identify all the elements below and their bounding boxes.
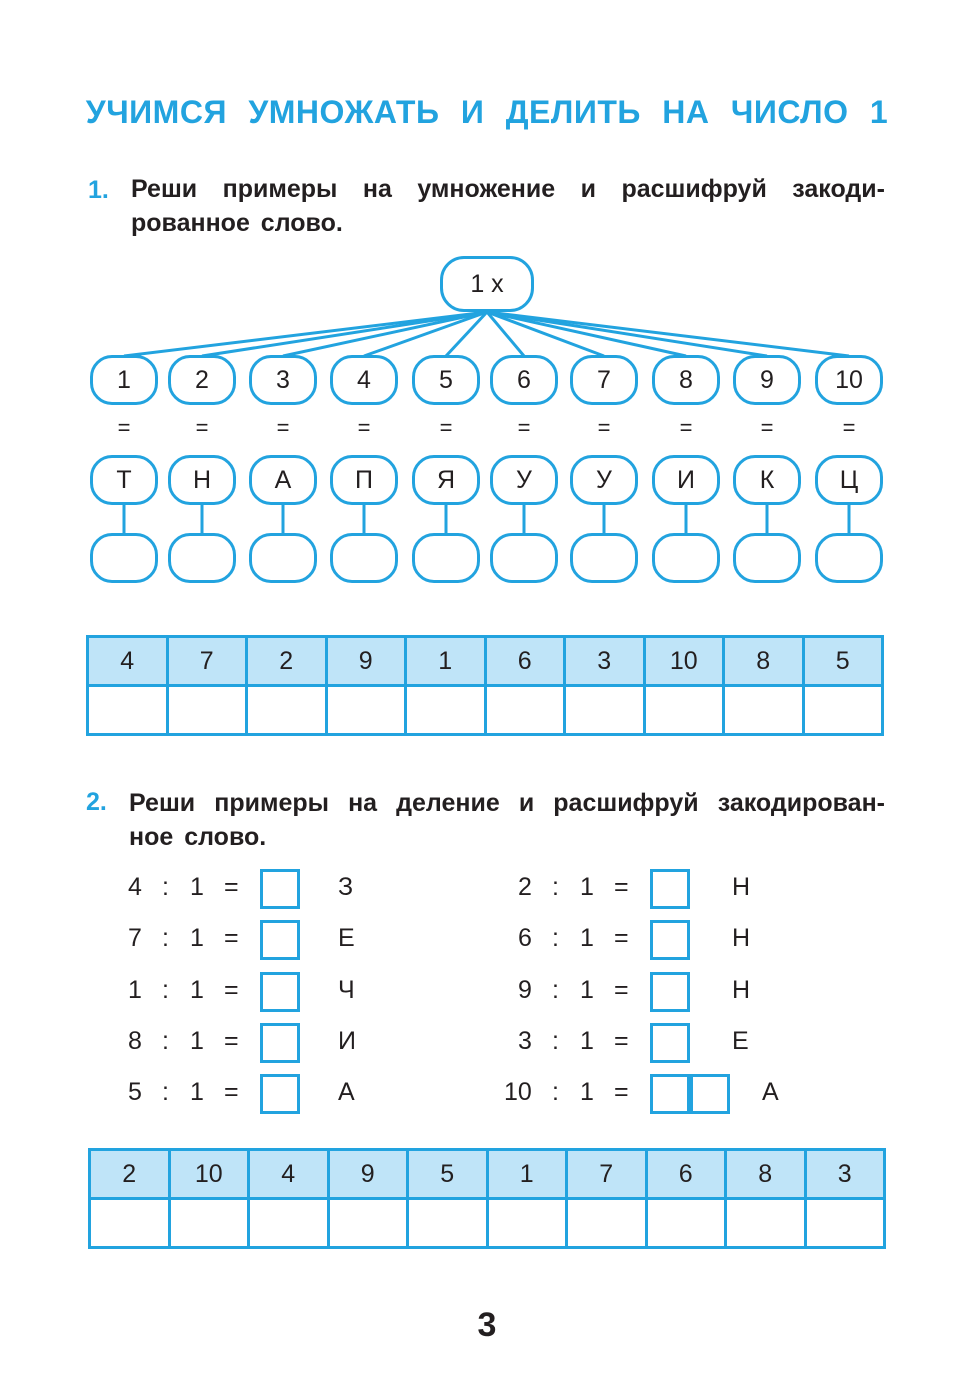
divisor: 1 [580,1078,594,1106]
decode-cell[interactable] [167,686,247,735]
answer-input-box[interactable] [260,869,300,909]
answer-input-box[interactable] [650,1074,690,1114]
answer-input-box[interactable] [260,920,300,960]
equals-sign: = [842,415,856,440]
multiplier-box: 1 х [440,256,534,312]
letter-box: Ц [815,455,883,505]
division-sign: : [162,976,169,1004]
dividend: 6 [518,924,532,952]
decode-cell[interactable] [803,686,883,735]
decode-cell[interactable] [249,1199,329,1248]
code-letter: Н [732,873,751,901]
equals-sign: = [224,1027,239,1055]
decode-cell[interactable] [406,686,486,735]
divisor: 1 [580,1027,594,1055]
dividend: 9 [518,976,532,1004]
equals-sign: = [224,924,239,952]
division-sign: : [552,924,559,952]
dividend: 10 [504,1078,532,1106]
factor-box: 10 [815,355,883,405]
code-cell: 2 [90,1150,170,1199]
divisor: 1 [190,924,204,952]
dividend: 5 [128,1078,142,1106]
dividend: 8 [128,1027,142,1055]
code-cell: 7 [567,1150,647,1199]
code-cell: 4 [249,1150,329,1199]
answer-input-box[interactable] [260,1023,300,1063]
division-sign: : [162,924,169,952]
equals-sign: = [117,415,131,440]
answer-input-box[interactable] [260,972,300,1012]
code-cell: 4 [88,637,168,686]
equals-sign: = [614,1027,629,1055]
decode-cell[interactable] [487,1199,567,1248]
dividend: 3 [518,1027,532,1055]
connector-line [124,312,487,356]
division-sign: : [552,873,559,901]
answer-box[interactable] [90,533,158,583]
decode-cell[interactable] [247,686,327,735]
code-cell: 1 [406,637,486,686]
dividend: 7 [128,924,142,952]
task1-text-line1: Реши примеры на умножение и расшифруй закоди- [131,175,885,203]
answer-box[interactable] [412,533,480,583]
code-cell: 10 [169,1150,249,1199]
answer-input-box[interactable] [260,1074,300,1114]
code-cell: 8 [726,1150,806,1199]
decode-cell[interactable] [326,686,406,735]
code-letter: А [762,1078,779,1106]
code-cell: 5 [803,637,883,686]
task2-number: 2. [86,788,107,816]
decode-cell[interactable] [805,1199,885,1248]
divisor: 1 [190,1078,204,1106]
code-cell: 7 [167,637,247,686]
decode-cell[interactable] [565,686,645,735]
factor-box: 3 [249,355,317,405]
equals-sign: = [614,976,629,1004]
decode-cell[interactable] [644,686,724,735]
code-letter: Ч [338,976,355,1004]
answer-box[interactable] [815,533,883,583]
divisor: 1 [190,1027,204,1055]
answer-box[interactable] [733,533,801,583]
factor-box: 7 [570,355,638,405]
code-cell: 8 [724,637,804,686]
code-cell: 3 [805,1150,885,1199]
equals-sign: = [597,415,611,440]
division-sign: : [552,1027,559,1055]
decode-cell[interactable] [646,1199,726,1248]
equals-sign: = [224,1078,239,1106]
dividend: 1 [128,976,142,1004]
division-sign: : [162,1027,169,1055]
factor-box: 1 [90,355,158,405]
decode-cell[interactable] [567,1199,647,1248]
factor-box: 8 [652,355,720,405]
answer-input-box[interactable] [650,1023,690,1063]
letter-box: П [330,455,398,505]
code-letter: Н [732,924,751,952]
factor-box: 6 [490,355,558,405]
factor-box: 9 [733,355,801,405]
equals-sign: = [679,415,693,440]
code-cell: 10 [644,637,724,686]
code-cell: 3 [565,637,645,686]
equals-sign: = [614,873,629,901]
letter-box: К [733,455,801,505]
division-sign: : [552,976,559,1004]
dividend: 2 [518,873,532,901]
letter-box: А [249,455,317,505]
divisor: 1 [580,873,594,901]
decode-cell[interactable] [88,686,168,735]
task2-text-line1: Реши примеры на деление и расшифруй закодирован- [129,789,885,817]
task2-text-line2: ное слово. [129,823,267,851]
code-cell: 6 [646,1150,726,1199]
code-cell: 9 [328,1150,408,1199]
letter-box: И [652,455,720,505]
dividend: 4 [128,873,142,901]
answer-box[interactable] [330,533,398,583]
answer-box[interactable] [652,533,720,583]
code-cell: 6 [485,637,565,686]
code-cell: 1 [487,1150,567,1199]
equals-sign: = [224,976,239,1004]
divisor: 1 [190,873,204,901]
code-letter: Е [338,924,355,952]
answer-box[interactable] [570,533,638,583]
task1-code-table [86,635,884,736]
equals-sign: = [614,924,629,952]
divisor: 1 [190,976,204,1004]
equals-sign: = [357,415,371,440]
connector-line [202,312,487,356]
letter-box: Т [90,455,158,505]
equals-sign: = [276,415,290,440]
answer-box[interactable] [249,533,317,583]
equals-sign: = [439,415,453,440]
answer-input-box[interactable] [690,1074,730,1114]
equals-sign: = [760,415,774,440]
equals-sign: = [614,1078,629,1106]
code-letter: Е [732,1027,749,1055]
letter-box: Н [168,455,236,505]
answer-box[interactable] [490,533,558,583]
answer-input-box[interactable] [650,920,690,960]
decode-cell[interactable] [724,686,804,735]
answer-input-box[interactable] [650,869,690,909]
code-letter: И [338,1027,356,1055]
code-cell: 9 [326,637,406,686]
factor-box: 5 [412,355,480,405]
task1-number: 1. [88,176,109,204]
code-letter: А [338,1078,355,1106]
factor-box: 4 [330,355,398,405]
answer-input-box[interactable] [650,972,690,1012]
answer-box[interactable] [168,533,236,583]
divisor: 1 [580,976,594,1004]
code-letter: З [338,873,354,901]
division-sign: : [162,1078,169,1106]
letter-box: У [570,455,638,505]
code-cell: 5 [408,1150,488,1199]
code-letter: Н [732,976,751,1004]
code-cell: 2 [247,637,327,686]
factor-box: 2 [168,355,236,405]
decode-cell[interactable] [485,686,565,735]
divisor: 1 [580,924,594,952]
equals-sign: = [517,415,531,440]
decode-cell[interactable] [328,1199,408,1248]
task2-code-table [88,1148,886,1249]
equals-sign: = [195,415,209,440]
page-number: 3 [477,1306,497,1344]
decode-cell[interactable] [90,1199,170,1248]
page-title: УЧИМСЯ УМНОЖАТЬ И ДЕЛИТЬ НА ЧИСЛО 1 [85,94,889,130]
division-sign: : [162,873,169,901]
decode-cell[interactable] [726,1199,806,1248]
decode-cell[interactable] [169,1199,249,1248]
task1-text-line2: рованное слово. [131,209,343,237]
division-sign: : [552,1078,559,1106]
equals-sign: = [224,873,239,901]
letter-box: Я [412,455,480,505]
decode-cell[interactable] [408,1199,488,1248]
letter-box: У [490,455,558,505]
